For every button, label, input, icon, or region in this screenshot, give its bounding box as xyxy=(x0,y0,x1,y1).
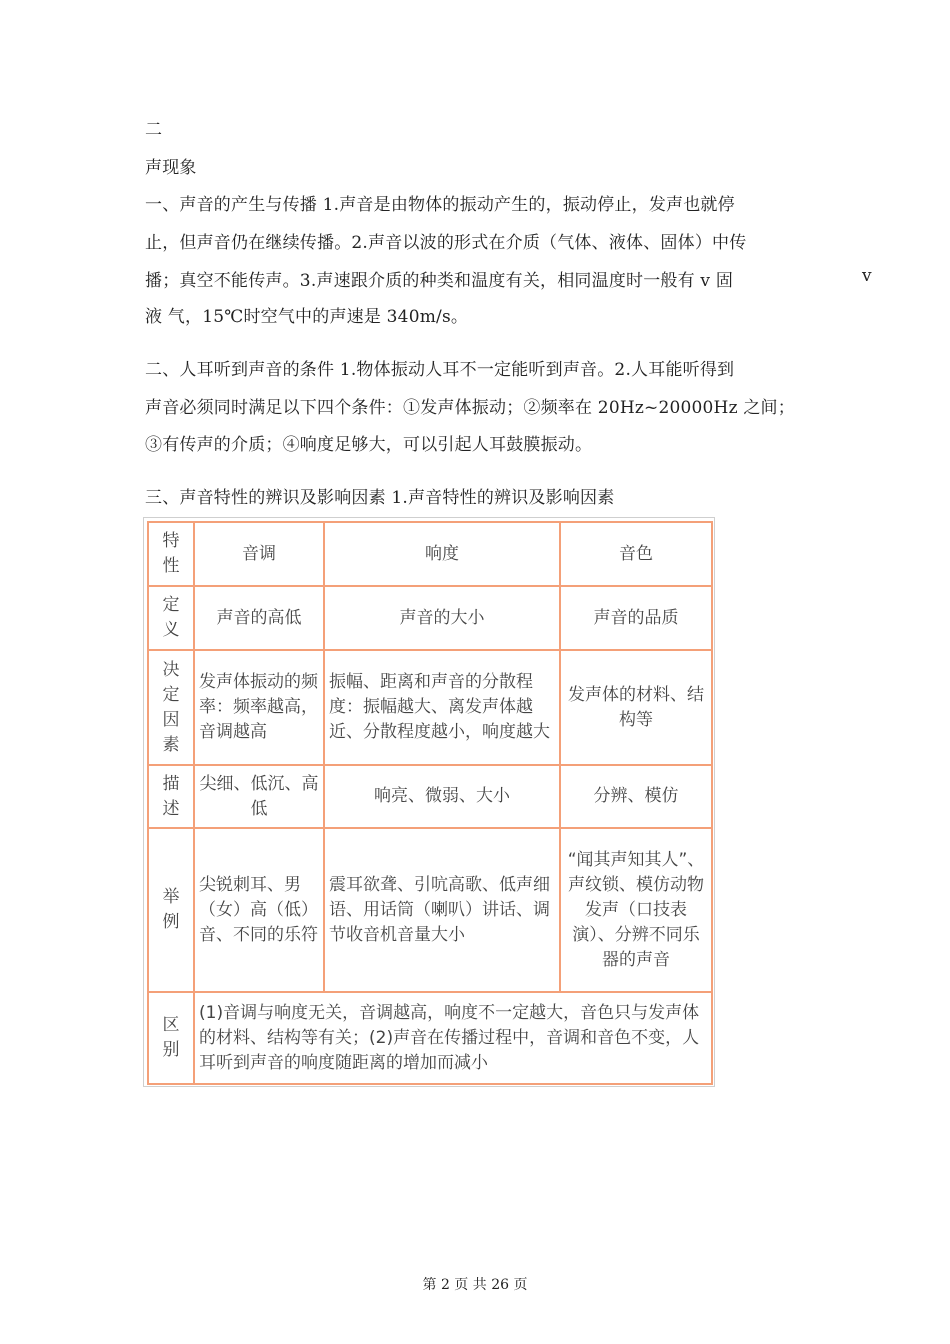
body-line-5: 二、人耳听到声音的条件 1.物体振动人耳不一定能听到声音。2.人耳能听得到 xyxy=(145,360,735,380)
stray-v: v xyxy=(862,266,872,286)
row-label: 举例 xyxy=(148,828,194,992)
body-line-7: ③有传声的介质；④响度足够大，可以引起人耳鼓膜振动。 xyxy=(145,435,593,455)
sound-properties-table-frame xyxy=(143,517,715,1087)
table-cell: 振幅、距离和声音的分散程度：振幅越大、离发声体越近、分散程度越小，响度越大 xyxy=(324,650,560,765)
body-line-6: 声音必须同时满足以下四个条件：①发声体振动；②频率在 20Hz~20000Hz 之间； xyxy=(145,398,795,418)
header-cell-timbre: 音色 xyxy=(560,522,712,586)
table-cell: 分辨、模仿 xyxy=(560,765,712,828)
table-cell: 声音的高低 xyxy=(194,586,324,650)
table-row-examples xyxy=(148,828,712,992)
table-row-definition xyxy=(148,586,712,650)
row-label: 描述 xyxy=(148,765,194,828)
chapter-title: 声现象 xyxy=(145,158,197,178)
section-number: 二 xyxy=(145,120,163,140)
table-cell: 响亮、微弱、大小 xyxy=(324,765,560,828)
row-label: 定义 xyxy=(148,586,194,650)
table-cell: 震耳欲聋、引吭高歌、低声细语、用话筒（喇叭）讲话、调节收音机音量大小 xyxy=(324,828,560,992)
header-cell-pitch: 音调 xyxy=(194,522,324,586)
body-line-3: 播；真空不能传声。3.声速跟介质的种类和温度有关，相同温度时一般有 v 固 xyxy=(145,271,734,291)
body-line-2: 止，但声音仍在继续传播。2.声音以波的形式在介质（气体、液体、固体）中传 xyxy=(145,233,747,253)
table-cell: 发声体振动的频率：频率越高，音调越高 xyxy=(194,650,324,765)
table-header-row xyxy=(148,522,712,586)
table-cell: 声音的品质 xyxy=(560,586,712,650)
difference-cell: (1)音调与响度无关，音调越高，响度不一定越大，音色只与发声体的材料、结构等有关；(2)声音在传播过程中，音调和音色不变，人耳听到声音的响度随距离的增加而减小 xyxy=(194,992,712,1084)
body-line-1: 一、声音的产生与传播 1.声音是由物体的振动产生的，振动停止，发声也就停 xyxy=(145,195,735,215)
body-line-8: 三、声音特性的辨识及影响因素 1.声音特性的辨识及影响因素 xyxy=(145,488,615,508)
header-cell-property: 特性 xyxy=(148,522,194,586)
row-label: 决定因素 xyxy=(148,650,194,765)
table-row-description xyxy=(148,765,712,828)
row-label: 区别 xyxy=(148,992,194,1084)
header-cell-loudness: 响度 xyxy=(324,522,560,586)
table-cell: 尖锐刺耳、男（女）高（低）音、不同的乐符 xyxy=(194,828,324,992)
table-row-factors xyxy=(148,650,712,765)
table-cell: “闻其声知其人”、声纹锁、模仿动物发声（口技表演）、分辨不同乐器的声音 xyxy=(560,828,712,992)
table-cell: 尖细、低沉、高低 xyxy=(194,765,324,828)
table-row-difference xyxy=(148,992,712,1084)
sound-properties-table xyxy=(147,521,713,1085)
table-cell: 声音的大小 xyxy=(324,586,560,650)
body-line-4: 液 气，15℃时空气中的声速是 340m/s。 xyxy=(145,307,469,327)
table-cell: 发声体的材料、结构等 xyxy=(560,650,712,765)
page-footer: 第 2 页 共 26 页 xyxy=(422,1277,528,1293)
